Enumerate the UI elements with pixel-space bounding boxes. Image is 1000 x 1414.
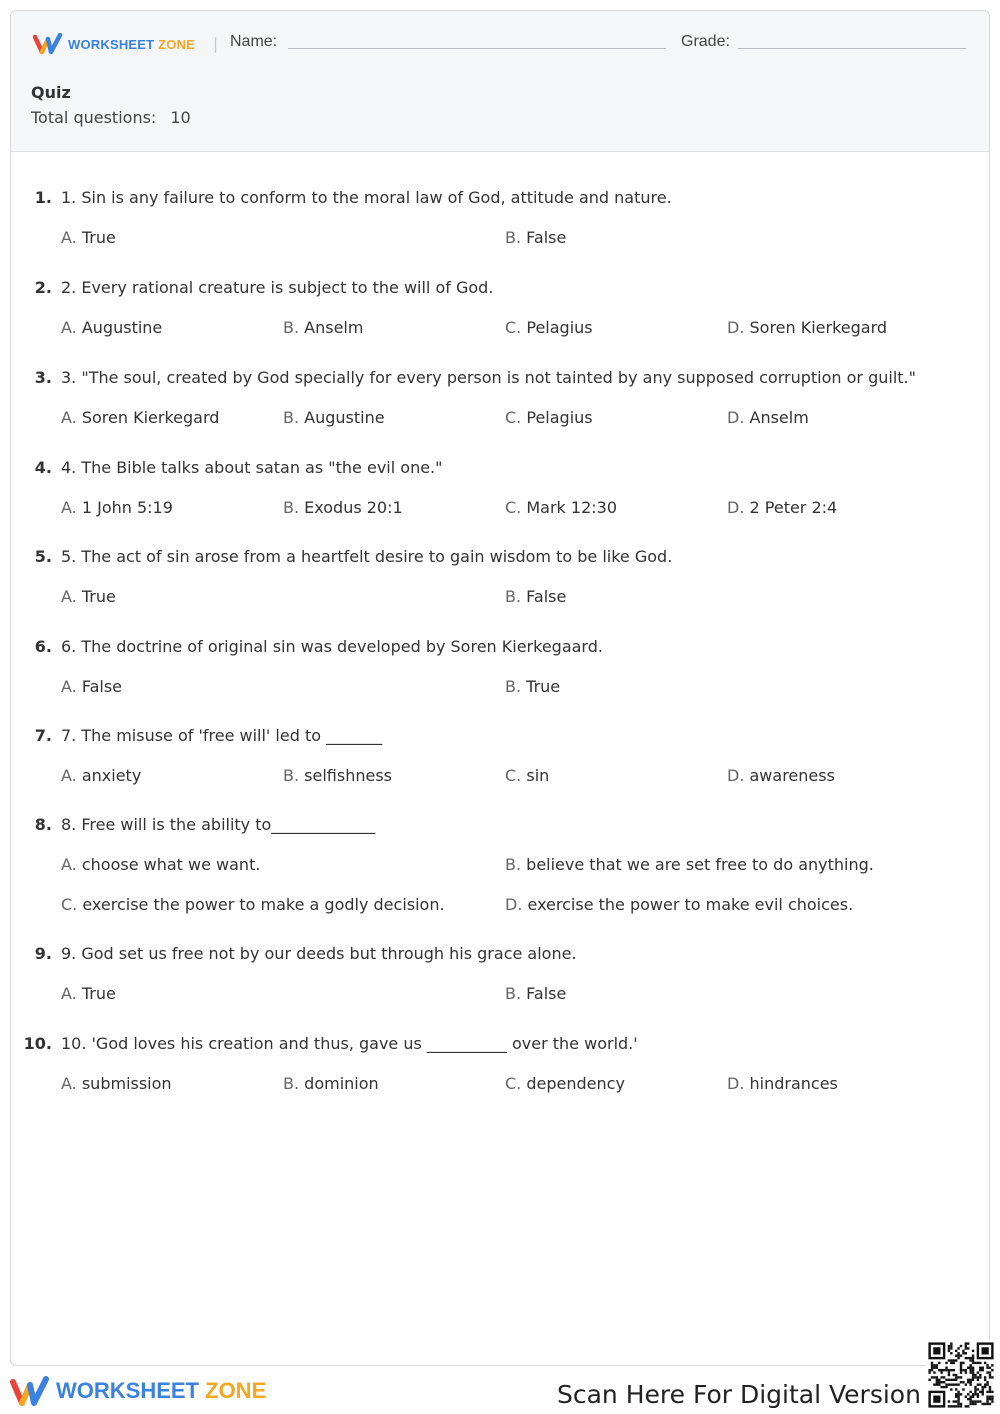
- answer-option[interactable]: [727, 498, 837, 517]
- answer-option[interactable]: [505, 408, 593, 427]
- scan-here-text: Scan Here For Digital Version: [557, 1380, 921, 1409]
- question-text: 8. Free will is the ability to_____________: [61, 815, 376, 834]
- name-label: Name:: [230, 33, 278, 50]
- option-text: sin: [526, 766, 550, 785]
- answer-option[interactable]: [61, 587, 116, 606]
- option-letter: A.: [61, 408, 77, 427]
- option-letter: B.: [283, 1074, 300, 1093]
- question-number: 1.: [34, 188, 52, 207]
- quiz-title: Quiz: [31, 83, 71, 102]
- option-letter: C.: [505, 318, 522, 337]
- option-letter: A.: [61, 766, 77, 785]
- brand-worksheet-text: WORKSHEET: [68, 37, 155, 52]
- option-text: Soren Kierkegard: [81, 408, 220, 427]
- option-text: Pelagius: [526, 408, 593, 427]
- header-divider: |: [213, 35, 219, 53]
- option-text: Soren Kierkegard: [749, 318, 888, 337]
- option-letter: D.: [727, 318, 745, 337]
- option-letter: D.: [727, 498, 745, 517]
- answer-option[interactable]: [727, 766, 835, 785]
- qr-code-icon[interactable]: [926, 1340, 996, 1410]
- option-letter: A.: [61, 587, 77, 606]
- question-text: 4. The Bible talks about satan as "the evil one.": [61, 458, 443, 477]
- question-number: 9.: [34, 944, 52, 963]
- option-text: 1 John 5:19: [81, 498, 173, 517]
- option-text: True: [81, 228, 116, 247]
- grade-label: Grade:: [681, 33, 730, 50]
- worksheet-zone-logo-icon: [33, 33, 63, 55]
- option-text: Exodus 20:1: [304, 498, 403, 517]
- answer-option[interactable]: [61, 1074, 172, 1093]
- option-letter: D.: [727, 766, 745, 785]
- question-number: 7.: [34, 726, 52, 745]
- answer-option[interactable]: [283, 766, 392, 785]
- question-number: 4.: [34, 458, 52, 477]
- answer-option[interactable]: [505, 984, 566, 1003]
- option-letter: A.: [61, 984, 77, 1003]
- answer-option[interactable]: [505, 766, 549, 785]
- option-text: Augustine: [81, 318, 163, 337]
- footer-logo-icon: [10, 1376, 50, 1408]
- brand-zone-text: ZONE: [158, 37, 196, 52]
- option-letter: A.: [61, 318, 77, 337]
- option-text: hindrances: [749, 1074, 838, 1093]
- option-text: believe that we are set free to do anything.: [526, 855, 874, 874]
- answer-option[interactable]: [505, 677, 560, 696]
- worksheet-page: [10, 10, 990, 1366]
- option-text: anxiety: [81, 766, 142, 785]
- option-letter: D.: [727, 408, 745, 427]
- option-letter: B.: [505, 587, 522, 606]
- option-text: True: [81, 984, 116, 1003]
- option-letter: B.: [283, 318, 300, 337]
- total-questions-value: 10: [170, 108, 191, 127]
- answer-option[interactable]: [727, 318, 887, 337]
- footer-brand: [56, 1378, 266, 1404]
- option-text: choose what we want.: [81, 855, 261, 874]
- answer-option[interactable]: [61, 766, 141, 785]
- question-text: 3. "The soul, created by God specially for every person is not tainted by any supposed corruption or guilt.": [61, 368, 916, 387]
- answer-option[interactable]: [505, 1074, 625, 1093]
- question-number: 6.: [34, 637, 52, 656]
- answer-option[interactable]: [61, 408, 219, 427]
- footer-brand-zone: ZONE: [205, 1378, 267, 1403]
- option-text: False: [526, 228, 567, 247]
- option-text: Mark 12:30: [526, 498, 618, 517]
- answer-option[interactable]: [505, 587, 566, 606]
- question-text: 6. The doctrine of original sin was developed by Soren Kierkegaard.: [61, 637, 603, 656]
- question-text: 2. Every rational creature is subject to the will of God.: [61, 278, 494, 297]
- answer-option[interactable]: [283, 1074, 379, 1093]
- option-text: awareness: [749, 766, 835, 785]
- option-letter: A.: [61, 1074, 77, 1093]
- answer-option[interactable]: [505, 228, 566, 247]
- option-letter: A.: [61, 498, 77, 517]
- answer-option[interactable]: [283, 408, 385, 427]
- option-letter: B.: [505, 984, 522, 1003]
- option-letter: D.: [727, 1074, 745, 1093]
- option-text: Pelagius: [526, 318, 593, 337]
- question-number: 10.: [23, 1034, 52, 1053]
- header-brand: [68, 37, 195, 52]
- answer-option[interactable]: [727, 408, 809, 427]
- option-letter: A.: [61, 228, 77, 247]
- option-text: Anselm: [749, 408, 809, 427]
- answer-option[interactable]: [61, 318, 162, 337]
- option-text: False: [526, 984, 567, 1003]
- option-letter: C.: [505, 498, 522, 517]
- header-logo-row: [33, 33, 973, 55]
- answer-option[interactable]: [283, 318, 363, 337]
- option-letter: B.: [505, 677, 522, 696]
- footer-brand-worksheet: WORKSHEET: [56, 1378, 199, 1403]
- option-letter: B.: [283, 498, 300, 517]
- total-questions-label: Total questions:: [31, 108, 157, 127]
- answer-option[interactable]: [505, 895, 853, 914]
- option-text: Anselm: [304, 318, 364, 337]
- answer-option[interactable]: [61, 855, 260, 874]
- option-text: False: [81, 677, 123, 696]
- option-letter: C.: [505, 1074, 522, 1093]
- answer-option[interactable]: [61, 677, 122, 696]
- option-letter: B.: [505, 228, 522, 247]
- total-questions: [31, 108, 191, 127]
- option-letter: B.: [505, 855, 522, 874]
- option-text: exercise the power to make a godly decision.: [82, 895, 445, 914]
- option-text: True: [526, 677, 561, 696]
- option-text: selfishness: [304, 766, 392, 785]
- question-number: 3.: [34, 368, 52, 387]
- answer-option[interactable]: [61, 895, 445, 914]
- page-footer: [0, 1364, 1000, 1414]
- question-number: 8.: [34, 815, 52, 834]
- option-letter: A.: [61, 677, 77, 696]
- answer-option[interactable]: [61, 228, 116, 247]
- option-text: submission: [81, 1074, 172, 1093]
- question-text: 10. 'God loves his creation and thus, gave us __________ over the world.': [61, 1034, 638, 1053]
- worksheet-header: [11, 11, 989, 152]
- answer-option[interactable]: [505, 855, 874, 874]
- grade-input-line[interactable]: [738, 48, 966, 49]
- option-text: True: [81, 587, 116, 606]
- answer-option[interactable]: [61, 984, 116, 1003]
- option-text: False: [526, 587, 567, 606]
- question-number: 5.: [34, 547, 52, 566]
- option-text: dominion: [304, 1074, 379, 1093]
- option-letter: C.: [505, 766, 522, 785]
- option-text: dependency: [526, 1074, 625, 1093]
- question-text: 7. The misuse of 'free will' led to _______: [61, 726, 383, 745]
- option-letter: B.: [283, 408, 300, 427]
- name-input-line[interactable]: [288, 48, 666, 49]
- option-letter: D.: [505, 895, 523, 914]
- question-text: 9. God set us free not by our deeds but through his grace alone.: [61, 944, 577, 963]
- answer-option[interactable]: [505, 318, 593, 337]
- option-letter: B.: [283, 766, 300, 785]
- option-text: 2 Peter 2:4: [749, 498, 838, 517]
- question-text: 1. Sin is any failure to conform to the moral law of God, attitude and nature.: [61, 188, 672, 207]
- answer-option[interactable]: [61, 498, 173, 517]
- answer-option[interactable]: [283, 498, 403, 517]
- option-letter: A.: [61, 855, 77, 874]
- option-letter: C.: [505, 408, 522, 427]
- question-number: 2.: [34, 278, 52, 297]
- option-letter: C.: [61, 895, 78, 914]
- question-text: 5. The act of sin arose from a heartfelt desire to gain wisdom to be like God.: [61, 547, 673, 566]
- answer-option[interactable]: [727, 1074, 838, 1093]
- option-text: exercise the power to make evil choices.: [527, 895, 854, 914]
- answer-option[interactable]: [505, 498, 617, 517]
- option-text: Augustine: [304, 408, 385, 427]
